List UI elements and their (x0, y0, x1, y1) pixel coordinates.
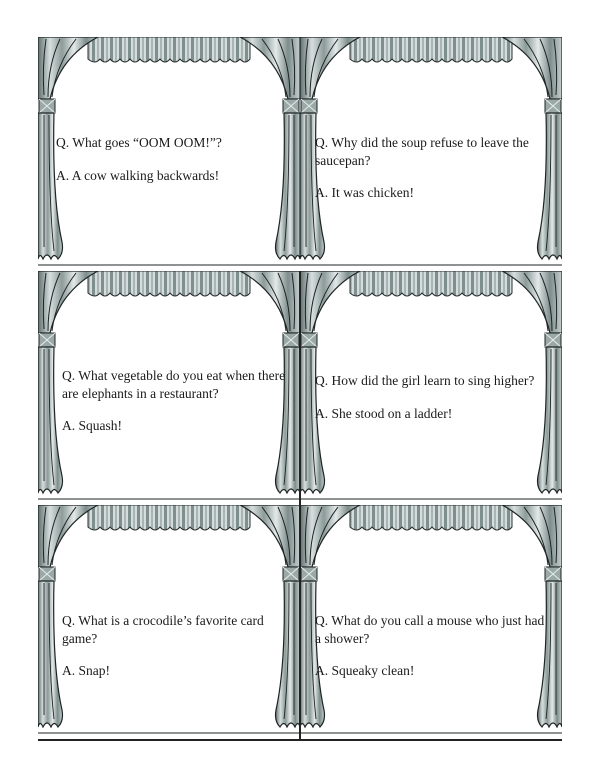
card-question: Q. Why did the soup refuse to leave the saucepan? (315, 135, 529, 168)
joke-card-2 (300, 37, 562, 271)
joke-card-3 (38, 271, 300, 505)
card-answer: A. Squeaky clean! (315, 663, 415, 678)
card-answer: A. Squash! (62, 418, 122, 433)
card-answer: A. Snap! (62, 663, 110, 678)
card-question: Q. How did the girl learn to sing higher? (315, 373, 535, 388)
card-answer: A. A cow walking backwards! (56, 167, 220, 183)
card-answer: A. She stood on a ladder! (315, 405, 453, 421)
joke-card-6 (300, 505, 562, 739)
card-question: Q. What do you call a mouse who just had a shower? (315, 613, 545, 646)
joke-card-4 (300, 271, 562, 505)
joke-card-sheet (38, 37, 562, 741)
card-question: Q. What goes “OOM OOM!”? (56, 135, 222, 150)
card-question: Q. What vegetable do you eat when there are elephants in a restaurant? (62, 368, 286, 401)
joke-card-5 (38, 505, 300, 739)
cut-line (299, 271, 301, 739)
card-question: Q. What is a crocodile’s favorite card game? (62, 613, 264, 646)
joke-card-1 (38, 37, 300, 271)
card-answer: A. It was chicken! (315, 185, 414, 200)
